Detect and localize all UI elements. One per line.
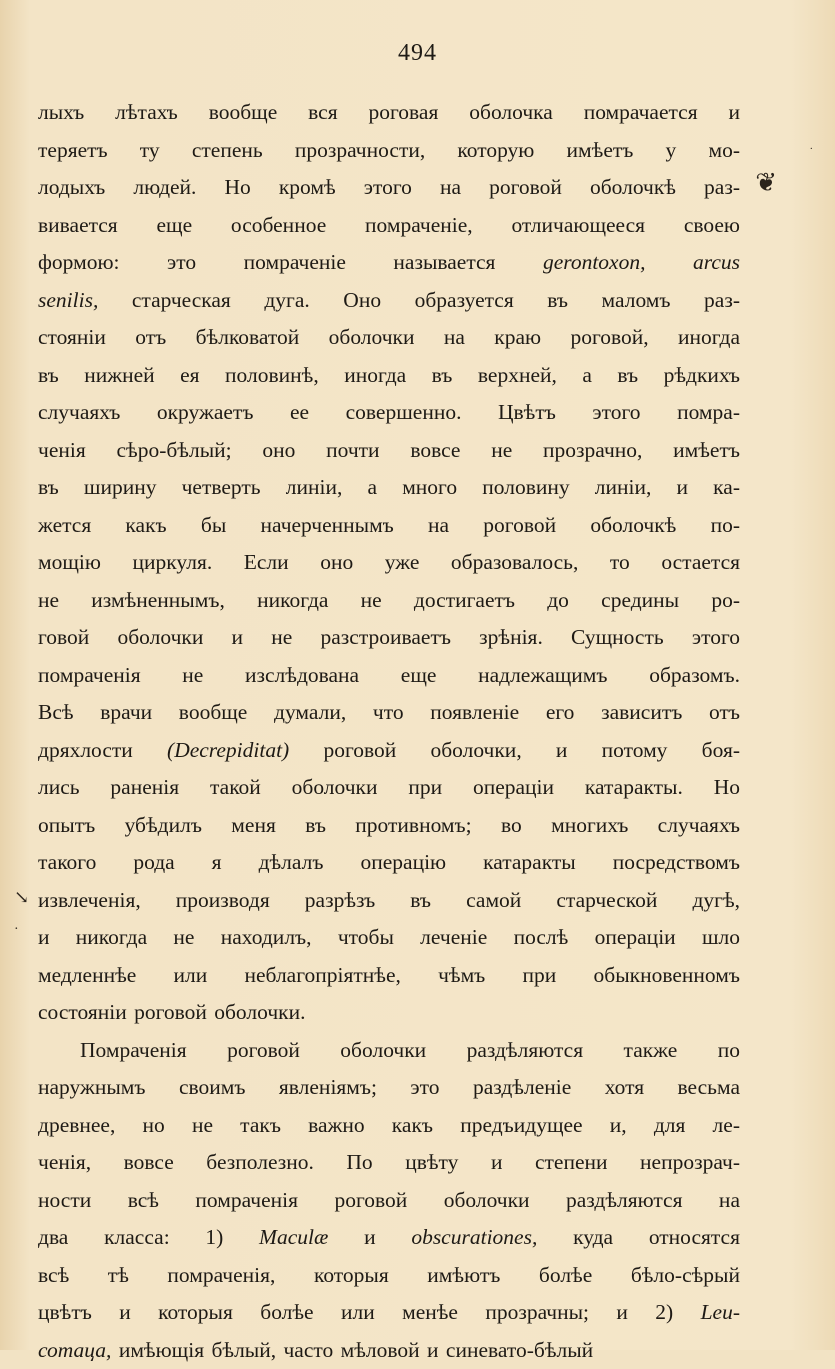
text-line: лыхъ лѣтахъ вообще вся роговая оболочка помрачается и [38,94,740,132]
text-line: такого рода я дѣлалъ операцію катаракты посредствомъ [38,844,740,882]
text-line: вивается еще особенное помраченіе, отличающееся своею [38,207,740,245]
text-fragment: куда относятся [537,1225,740,1249]
latin-term: (Decrepiditat) [167,738,289,762]
text-line: теряетъ ту степень прозрачности, которую имѣетъ у мо- [38,132,740,170]
text-line: и никогда не находилъ, чтобы леченіе послѣ операціи шло [38,919,740,957]
text-line: ности всѣ помраченія роговой оболочки раздѣляются на [38,1182,740,1220]
text-line: помраченія не изслѣдована еще надлежащимъ образомъ. [38,657,740,695]
text-fragment: старческая дуга. Оно образуется въ маломъ раз- [98,288,740,312]
latin-term: senilis, [38,288,98,312]
text-line: опытъ убѣдилъ меня въ противномъ; во многихъ случаяхъ [38,807,740,845]
text-line: въ нижней ея половинѣ, иногда въ верхней, а въ рѣдкихъ [38,357,740,395]
text-line [38,732,740,770]
text-line: лись раненія такой оболочки при операціи катаракты. Но [38,769,740,807]
text-line: всѣ тѣ помраченія, которыя имѣютъ болѣе бѣло-сѣрый [38,1257,740,1295]
text-line: въ ширину четверть линіи, а много половину линіи, и ка- [38,469,740,507]
text-line [38,1332,740,1369]
text-line: извлеченія, производя разрѣзъ въ самой старческой дугѣ, [38,882,740,920]
latin-term: Leu- [701,1300,740,1324]
text-line: жется какъ бы начерченнымъ на роговой оболочкѣ по- [38,507,740,545]
text-line: не измѣненнымъ, никогда не достигаетъ до средины ро- [38,582,740,620]
text-line [38,282,740,320]
text-line: древнее, но не такъ важно какъ предъидущее и, для ле- [38,1107,740,1145]
text-line: два класса: 1) Maculæ и obscurationes, куда относятся [38,1219,740,1257]
latin-term: obscurationes, [411,1225,537,1249]
text-line: стояніи отъ бѣлковатой оболочки на краю роговой, иногда [38,319,740,357]
text-fragment: цвѣтъ и которыя болѣе или менѣе прозрачны; и 2) [38,1300,701,1324]
text-line: ченія, вовсе безполезно. По цвѣту и степени непрозрач- [38,1144,740,1182]
latin-term: gerontoxon, [543,250,646,274]
text-line [38,1294,740,1332]
text-line: медленнѣе или неблагопріятнѣе, чѣмъ при обыкновенномъ [38,957,740,995]
text-fragment: дряхлости [38,738,167,762]
text-line: говой оболочки и не разстроиваетъ зрѣнія. Сущность этого [38,619,740,657]
margin-flourish-mark: ❦ [755,168,777,198]
text-line: ченія сѣро-бѣлый; оно почти вовсе не прозрачно, имѣетъ [38,432,740,470]
page-number: 494 [0,40,835,67]
margin-arrow-mark: ↘ [14,887,29,908]
text-line: Всѣ врачи вообще думали, что появленіе его зависитъ отъ [38,694,740,732]
text-fragment: имѣющія бѣлый, часто мѣловой и синевато-бѣлый [111,1338,593,1362]
text-line: случаяхъ окружаетъ ее совершенно. Цвѣтъ этого помра- [38,394,740,432]
margin-dot-left: · [14,922,19,938]
paragraph-first-line: Помраченія роговой оболочки раздѣляются также по [38,1032,740,1070]
text-line: наружнымъ своимъ явленіямъ; это раздѣленіе хотя весьма [38,1069,740,1107]
latin-term: Maculæ [259,1225,328,1249]
latin-term: сотаца, [38,1338,111,1362]
text-fragment: два класса: 1) [38,1225,259,1249]
text-line [38,244,740,282]
text-fragment: формою: это помраченіе называется [38,250,543,274]
text-line: мощію циркуля. Если оно уже образовалось, то остается [38,544,740,582]
latin-term: arcus [693,250,740,274]
body-text [38,94,740,1369]
text-line: лодыхъ людей. Но кромѣ этого на роговой оболочкѣ раз- [38,169,740,207]
text-fragment: роговой оболочки, и потому боя- [289,738,740,762]
text-line: состояніи роговой оболочки. [38,994,740,1032]
margin-dot-right: · [810,144,813,155]
